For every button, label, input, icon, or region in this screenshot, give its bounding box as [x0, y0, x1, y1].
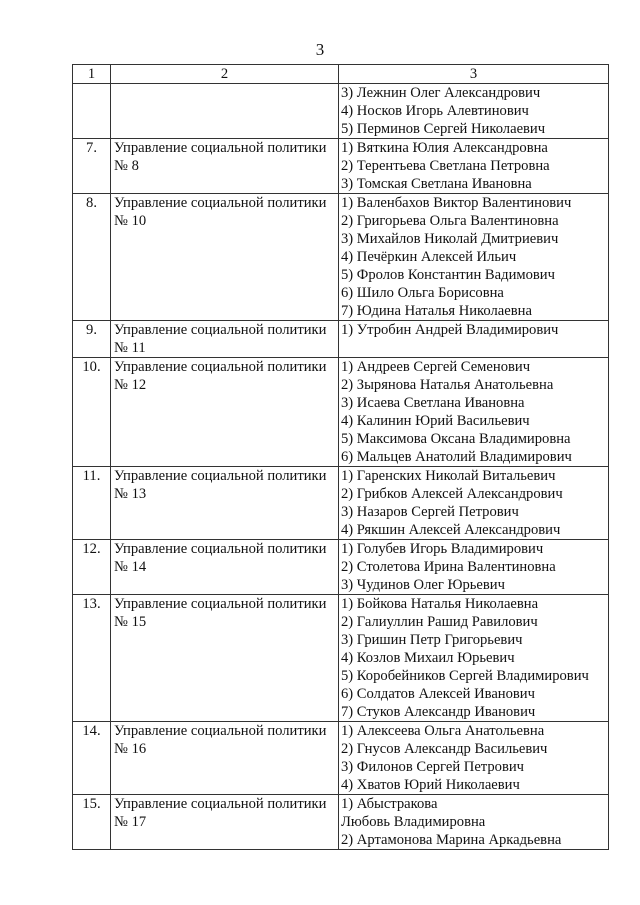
member-name: 3) Исаева Светлана Ивановна — [341, 395, 525, 411]
department-name-line: № 16 — [114, 741, 147, 757]
member-name: 7) Стуков Александр Иванович — [341, 704, 536, 720]
members-cell — [339, 595, 609, 722]
row-number: 11. — [73, 467, 111, 540]
member-name: 2) Гнусов Александр Васильевич — [341, 741, 548, 757]
department-cell — [111, 194, 339, 321]
table-row — [73, 139, 609, 194]
row-number: 10. — [73, 358, 111, 467]
member-name: 3) Михайлов Николай Дмитриевич — [341, 231, 559, 247]
department-cell — [111, 321, 339, 358]
members-cell — [339, 358, 609, 467]
row-number: 8. — [73, 194, 111, 321]
member-name: 1) Утробин Андрей Владимирович — [341, 322, 559, 338]
department-name-line: № 15 — [114, 614, 147, 630]
page-number: 3 — [315, 40, 325, 59]
department-name-line: № 8 — [114, 158, 139, 174]
table-row — [73, 194, 609, 321]
department-name-line: Управление социальной политики — [114, 322, 327, 338]
row-number: 14. — [73, 722, 111, 795]
department-name-line: № 10 — [114, 213, 147, 229]
member-name: 5) Максимова Оксана Владимировна — [341, 431, 571, 447]
member-name: 2) Григорьева Ольга Валентиновна — [341, 213, 559, 229]
table-row — [73, 84, 609, 139]
row-number: 9. — [73, 321, 111, 358]
members-cell — [339, 194, 609, 321]
table-row — [73, 321, 609, 358]
member-name: 4) Носков Игорь Алевтинович — [341, 103, 529, 119]
department-cell — [111, 139, 339, 194]
department-name-line: Управление социальной политики — [114, 541, 327, 557]
department-name-line: № 11 — [114, 340, 146, 356]
table-row — [73, 358, 609, 467]
member-name: 5) Коробейников Сергей Владимирович — [341, 668, 589, 684]
row-number — [73, 84, 111, 139]
department-cell — [111, 795, 339, 850]
department-cell — [111, 722, 339, 795]
member-name: 1) Вяткина Юлия Александровна — [341, 140, 548, 156]
member-name: 5) Фролов Константин Вадимович — [341, 267, 555, 283]
member-name: 1) Абыстракова — [341, 796, 438, 812]
member-name: 1) Гаренских Николай Витальевич — [341, 468, 556, 484]
table-row — [73, 595, 609, 722]
row-number: 7. — [73, 139, 111, 194]
members-cell — [339, 722, 609, 795]
department-name-line: № 14 — [114, 559, 147, 575]
member-name: 6) Шило Ольга Борисовна — [341, 285, 504, 301]
member-name: 1) Андреев Сергей Семенович — [341, 359, 531, 375]
member-name: 1) Алексеева Ольга Анатольевна — [341, 723, 545, 739]
department-cell — [111, 467, 339, 540]
header-col-1: 1 — [73, 65, 111, 84]
header-col-3: 3 — [339, 65, 609, 84]
row-number: 15. — [73, 795, 111, 850]
members-cell — [339, 795, 609, 850]
department-cell — [111, 540, 339, 595]
department-name-line: № 13 — [114, 486, 147, 502]
table-row — [73, 795, 609, 850]
member-name: 5) Перминов Сергей Николаевич — [341, 121, 546, 137]
department-name-line: Управление социальной политики — [114, 468, 327, 484]
department-cell — [111, 595, 339, 722]
member-name: 4) Козлов Михаил Юрьевич — [341, 650, 515, 666]
member-name: 4) Калинин Юрий Васильевич — [341, 413, 530, 429]
member-name: 1) Голубев Игорь Владимирович — [341, 541, 544, 557]
member-name: 2) Терентьева Светлана Петровна — [341, 158, 550, 174]
header-col-2: 2 — [111, 65, 339, 84]
committee-table — [72, 64, 609, 850]
member-name: 3) Лежнин Олег Александрович — [341, 85, 541, 101]
department-name-line: № 17 — [114, 814, 147, 830]
member-name: 2) Артамонова Марина Аркадьевна — [341, 832, 562, 848]
members-cell — [339, 139, 609, 194]
members-cell — [339, 467, 609, 540]
member-name: 3) Чудинов Олег Юрьевич — [341, 577, 505, 593]
members-cell — [339, 540, 609, 595]
row-number: 13. — [73, 595, 111, 722]
member-name: 1) Валенбахов Виктор Валентинович — [341, 195, 572, 211]
row-number: 12. — [73, 540, 111, 595]
table-header-row — [73, 65, 609, 84]
member-name: 4) Рякшин Алексей Александрович — [341, 522, 561, 538]
member-name: 3) Филонов Сергей Петрович — [341, 759, 524, 775]
department-cell — [111, 358, 339, 467]
member-name: 6) Мальцев Анатолий Владимирович — [341, 449, 572, 465]
table-row — [73, 467, 609, 540]
member-name: 2) Галиуллин Рашид Равилович — [341, 614, 538, 630]
members-cell — [339, 84, 609, 139]
member-name: 7) Юдина Наталья Николаевна — [341, 303, 532, 319]
department-name-line: Управление социальной политики — [114, 195, 327, 211]
department-name-line: № 12 — [114, 377, 147, 393]
department-name-line: Управление социальной политики — [114, 596, 327, 612]
member-name: 1) Бойкова Наталья Николаевна — [341, 596, 539, 612]
table-row — [73, 722, 609, 795]
department-name-line: Управление социальной политики — [114, 359, 327, 375]
department-cell — [111, 84, 339, 139]
member-name: 3) Назаров Сергей Петрович — [341, 504, 519, 520]
member-name: 4) Печёркин Алексей Ильич — [341, 249, 517, 265]
member-name: 4) Хватов Юрий Николаевич — [341, 777, 520, 793]
department-name-line: Управление социальной политики — [114, 723, 327, 739]
member-name: 2) Грибков Алексей Александрович — [341, 486, 563, 502]
member-name: 2) Зырянова Наталья Анатольевна — [341, 377, 554, 393]
member-name: 6) Солдатов Алексей Иванович — [341, 686, 535, 702]
member-name: 3) Томская Светлана Ивановна — [341, 176, 532, 192]
table-row — [73, 540, 609, 595]
member-name: Любовь Владимировна — [341, 814, 486, 830]
member-name: 3) Гришин Петр Григорьевич — [341, 632, 523, 648]
members-cell — [339, 321, 609, 358]
member-name: 2) Столетова Ирина Валентиновна — [341, 559, 556, 575]
department-name-line: Управление социальной политики — [114, 140, 327, 156]
department-name-line: Управление социальной политики — [114, 796, 327, 812]
